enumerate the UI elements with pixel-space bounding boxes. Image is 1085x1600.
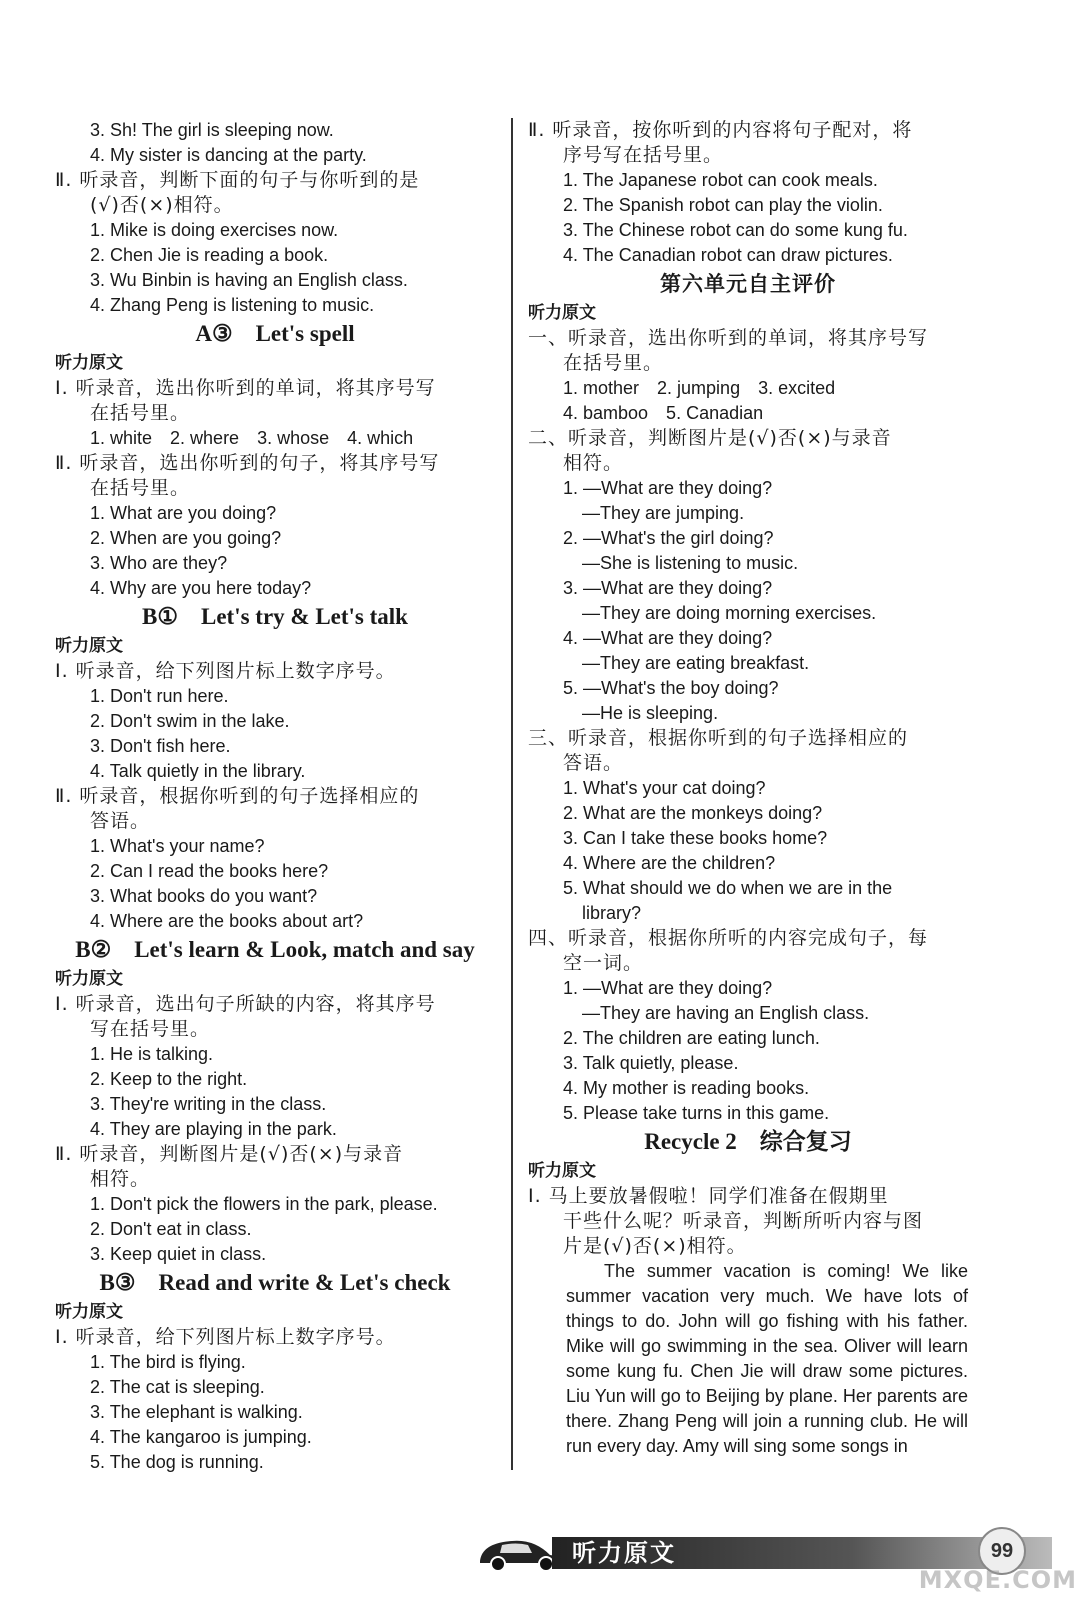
text-line: 1. —What are they doing? <box>563 978 773 998</box>
text-line: 4. Zhang Peng is listening to music. <box>90 295 375 315</box>
text-line: —They are doing morning exercises. <box>582 603 877 623</box>
text-line: 2. —What's the girl doing? <box>563 528 774 548</box>
column-divider <box>511 118 513 1470</box>
text-line: 空一词。 <box>563 952 644 974</box>
left-column <box>55 118 495 1475</box>
section-label: 听力原文 <box>55 636 123 656</box>
text-line: 3. Sh! The girl is sleeping now. <box>90 120 334 140</box>
footer-banner <box>552 1537 1052 1569</box>
text-line: 序号写在括号里。 <box>563 144 724 166</box>
text-line: 4. Where are the books about art? <box>90 911 364 931</box>
text-line: 3. They're writing in the class. <box>90 1094 327 1114</box>
text-line: 1. Don't run here. <box>90 686 229 706</box>
text-line: 3. Talk quietly, please. <box>563 1053 739 1073</box>
text-line: Ⅰ. 听录音，给下列图片标上数字序号。 <box>55 1326 396 1348</box>
text-line: 2. Chen Jie is reading a book. <box>90 245 329 265</box>
text-line: 三、听录音，根据你听到的句子选择相应的 <box>528 727 909 749</box>
text-line: Ⅱ. 听录音，判断下面的句子与你听到的是 <box>55 169 420 191</box>
text-line: 2. Can I read the books here? <box>90 861 329 881</box>
text-line: 2. Don't swim in the lake. <box>90 711 290 731</box>
text-line: 3. Wu Binbin is having an English class. <box>90 270 408 290</box>
text-line: 5. The dog is running. <box>90 1452 264 1472</box>
text-line: 2. Keep to the right. <box>90 1069 248 1089</box>
section-title: B② Let's learn & Look, match and say <box>75 937 475 962</box>
text-line: 1. Mike is doing exercises now. <box>90 220 339 240</box>
text-line: (√)否(×)相符。 <box>90 194 234 216</box>
text-line: 4. Why are you here today? <box>90 578 312 598</box>
text-line: Ⅱ. 听录音，选出你听到的句子，将其序号写 <box>55 452 440 474</box>
text-line: 片是(√)否(×)相符。 <box>563 1235 747 1257</box>
text-line: 4. Talk quietly in the library. <box>90 761 306 781</box>
text-line: 2. What are the monkeys doing? <box>563 803 823 823</box>
text-line: Ⅱ. 听录音，按你听到的内容将句子配对，将 <box>528 119 913 141</box>
text-line: 1. What are you doing? <box>90 503 277 523</box>
watermark: MXQE.COM <box>918 1566 1077 1594</box>
footer-label: 听力原文 <box>572 1539 676 1567</box>
text-line: —They are eating breakfast. <box>582 653 810 673</box>
text-line: 相符。 <box>563 452 624 474</box>
text-line: 4. They are playing in the park. <box>90 1119 337 1139</box>
text-line: 3. Don't fish here. <box>90 736 231 756</box>
section-label: 听力原文 <box>55 969 123 989</box>
text-line: —She is listening to music. <box>582 553 799 573</box>
text-line: 4. Where are the children? <box>563 853 776 873</box>
text-line: 1. He is talking. <box>90 1044 214 1064</box>
section-label: 听力原文 <box>528 1161 596 1181</box>
text-line: —They are having an English class. <box>582 1003 870 1023</box>
text-line: 2. When are you going? <box>90 528 282 548</box>
text-line: 在括号里。 <box>90 402 191 424</box>
text-line: 3. The Chinese robot can do some kung fu. <box>563 220 908 240</box>
text-line: 1. —What are they doing? <box>563 478 773 498</box>
text-line: 1. mother 2. jumping 3. excited <box>563 378 836 398</box>
text-line: 5. Please take turns in this game. <box>563 1103 830 1123</box>
text-line: 四、听录音，根据你所听的内容完成句子，每 <box>528 927 929 949</box>
right-lines <box>528 118 968 1259</box>
text-line: 3. Can I take these books home? <box>563 828 828 848</box>
text-line: Ⅰ. 听录音，选出你听到的单词，将其序号写 <box>55 377 436 399</box>
text-line: 4. My sister is dancing at the party. <box>90 145 367 165</box>
text-line: 4. bamboo 5. Canadian <box>563 403 764 423</box>
text-line: library? <box>582 903 642 923</box>
text-line: 相符。 <box>90 1168 151 1190</box>
text-line: 5. —What's the boy doing? <box>563 678 779 698</box>
text-line: Ⅰ. 听录音，给下列图片标上数字序号。 <box>55 660 396 682</box>
text-line: 3. What books do you want? <box>90 886 318 906</box>
text-line: 3. Keep quiet in class. <box>90 1244 267 1264</box>
text-line: 1. The bird is flying. <box>90 1352 246 1372</box>
right-column <box>528 118 968 1459</box>
section-label: 听力原文 <box>55 353 123 373</box>
section-title: A③ Let's spell <box>195 321 355 346</box>
text-line: 4. The Canadian robot can draw pictures. <box>563 245 893 265</box>
text-line: 2. The children are eating lunch. <box>563 1028 820 1048</box>
section-label: 听力原文 <box>528 303 596 323</box>
section-title: B③ Read and write & Let's check <box>99 1270 451 1295</box>
text-line: 3. Who are they? <box>90 553 228 573</box>
text-line: 3. The elephant is walking. <box>90 1402 303 1422</box>
text-line: 5. What should we do when we are in the <box>563 878 893 898</box>
text-line: 在括号里。 <box>90 477 191 499</box>
text-line: 2. Don't eat in class. <box>90 1219 252 1239</box>
text-line: 2. The cat is sleeping. <box>90 1377 265 1397</box>
section-title: 第六单元自主评价 <box>660 272 836 296</box>
text-line: 4. My mother is reading books. <box>563 1078 810 1098</box>
text-line: 4. The kangaroo is jumping. <box>90 1427 312 1447</box>
section-title: Recycle 2 综合复习 <box>644 1129 852 1154</box>
text-line: 写在括号里。 <box>90 1018 211 1040</box>
text-line: 二、听录音，判断图片是(√)否(×)与录音 <box>528 427 892 449</box>
text-line: 2. The Spanish robot can play the violin. <box>563 195 883 215</box>
section-label: 听力原文 <box>55 1302 123 1322</box>
text-line: Ⅱ. 听录音，判断图片是(√)否(×)与录音 <box>55 1143 404 1165</box>
text-line: 1. Don't pick the flowers in the park, please. <box>90 1194 438 1214</box>
listening-passage <box>528 1259 968 1459</box>
text-line: Ⅰ. 马上要放暑假啦！同学们准备在假期里 <box>528 1185 889 1207</box>
text-line: Ⅰ. 听录音，选出句子所缺的内容，将其序号 <box>55 993 436 1015</box>
text-line: 1. The Japanese robot can cook meals. <box>563 170 878 190</box>
text-line: 1. white 2. where 3. whose 4. which <box>90 428 414 448</box>
text-line: —He is sleeping. <box>582 703 719 723</box>
text-line: 答语。 <box>563 752 624 774</box>
section-title: B① Let's try & Let's talk <box>142 604 408 629</box>
text-line: 一、听录音，选出你听到的单词，将其序号写 <box>528 327 929 349</box>
text-line: 在括号里。 <box>563 352 664 374</box>
text-line: 干些什么呢？听录音，判断所听内容与图 <box>563 1210 924 1232</box>
text-line: 4. —What are they doing? <box>563 628 773 648</box>
passage-text: The summer vacation is coming! We like summer vacation very much. We have lots of things to do. John will go fishing with his father. Mike will go swimming in the sea. Oliver will learn some kung fu. Chen Jie will draw some pictures. Liu Yun will go to Beijing by plane. Her parents are there. Zhang Peng will join a running club. He will run every day. Amy will sing some songs in <box>566 1261 968 1456</box>
text-line: 1. What's your name? <box>90 836 265 856</box>
text-line: Ⅱ. 听录音，根据你听到的句子选择相应的 <box>55 785 420 807</box>
text-line: 答语。 <box>90 810 151 832</box>
page-number: 99 <box>978 1527 1026 1575</box>
text-line: —They are jumping. <box>582 503 745 523</box>
text-line: 1. What's your cat doing? <box>563 778 766 798</box>
text-line: 3. —What are they doing? <box>563 578 773 598</box>
